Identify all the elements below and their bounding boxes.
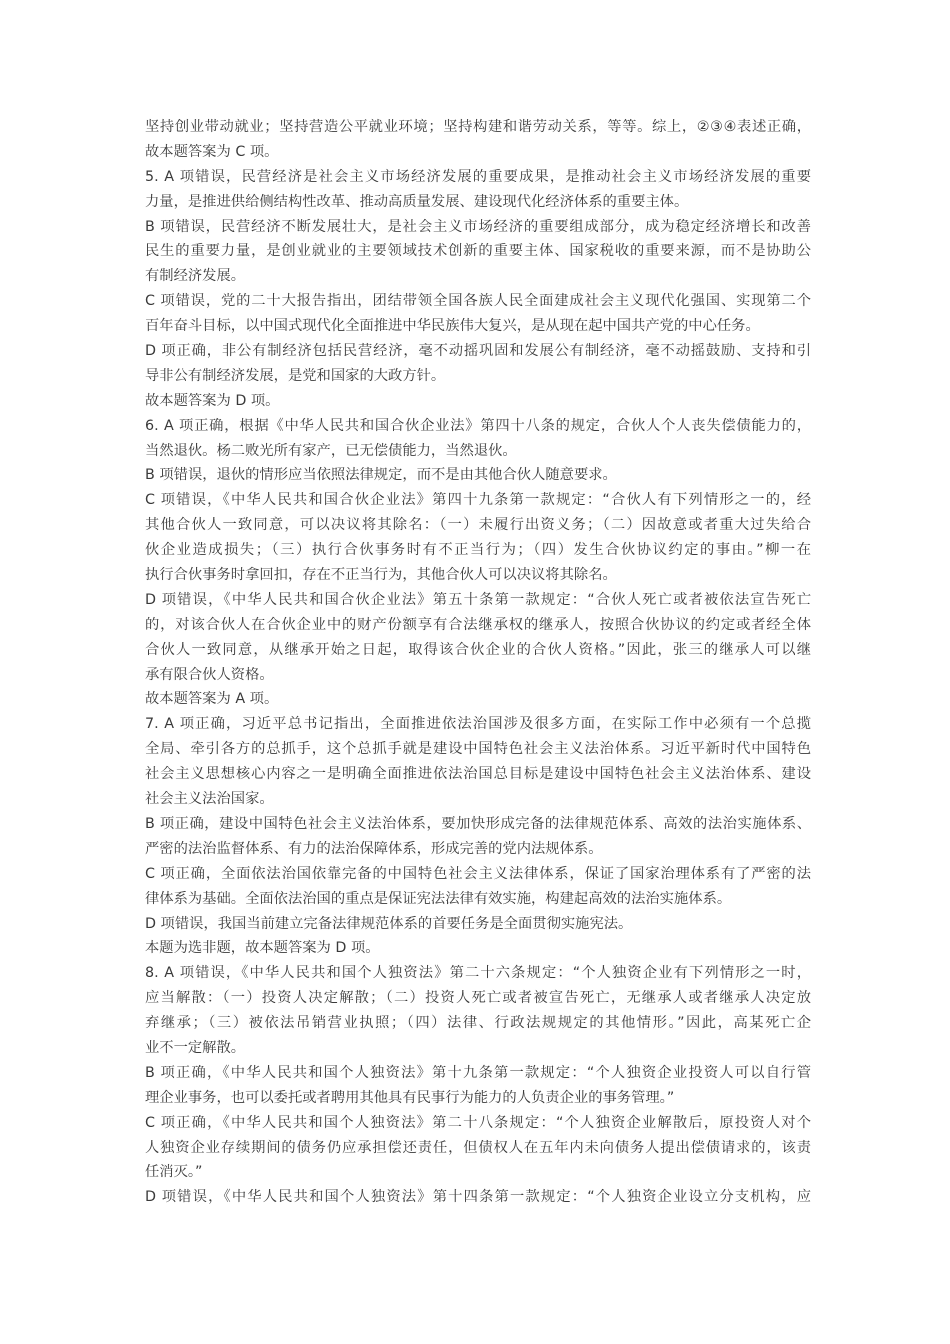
- text-line: 本题为选非题，故本题答案为 D 项。: [145, 940, 380, 957]
- text-line: 应当解散：（一）投资人决定解散；（二）投资人死亡或者被宣告死亡，无继承人或者继承人决定放: [145, 990, 811, 1007]
- text-line: 百年奋斗目标，以中国式现代化全面推进中华民族伟大复兴，是从现在起中国共产党的中心任务。: [145, 318, 760, 335]
- text-line: 坚持创业带动就业；坚持营造公平就业环境；坚持构建和谐劳动关系，等等。综上，②③④表述正确，: [145, 119, 811, 135]
- text-line: C 项错误，党的二十大报告指出，团结带领全国各族人民全面建成社会主义现代化强国、实现第二个: [145, 293, 811, 310]
- text-line: 业不一定解散。: [145, 1039, 246, 1056]
- text-line: 有制经济发展。: [145, 268, 246, 285]
- text-line: B 项错误，退伙的情形应当依照法律规定，而不是由其他合伙人随意要求。: [145, 467, 617, 484]
- text-line: 全局、牵引各方的总抓手，这个总抓手就是建设中国特色社会主义法治体系。习近平新时代中国特色: [145, 741, 811, 758]
- text-line: 8. A 项错误，《中华人民共和国个人独资法》第二十六条规定：“个人独资企业有下列情形之一时，: [145, 965, 811, 982]
- text-line: 律体系为基础。全面依法治国的重点是保证宪法法律有效实施，构建起高效的法治实施体系。: [145, 890, 732, 907]
- document-body: [145, 115, 811, 1210]
- text-line: 5. A 项错误，民营经济是社会主义市场经济发展的重要成果，是推动社会主义市场经济发展的重要: [145, 168, 811, 185]
- text-line: C 项错误，《中华人民共和国合伙企业法》第四十九条第一款规定：“合伙人有下列情形之一的，经: [145, 492, 811, 509]
- text-line: 7. A 项正确，习近平总书记指出，全面推进依法治国涉及很多方面，在实际工作中必须有一个总揽: [145, 716, 811, 733]
- text-line: B 项错误，民营经济不断发展壮大，是社会主义市场经济的重要组成部分，成为稳定经济增长和改善: [145, 218, 811, 235]
- text-line: 人独资企业存续期间的债务仍应承担偿还责任，但债权人在五年内未向债务人提出偿债请求的，该责: [145, 1139, 811, 1156]
- text-line: C 项正确，《中华人民共和国个人独资法》第二十八条规定：“个人独资企业解散后，原投资人对个: [145, 1114, 811, 1131]
- text-line: D 项错误，《中华人民共和国合伙企业法》第五十条第一款规定：“合伙人死亡或者被依法宣告死亡: [145, 591, 811, 608]
- text-line: 合伙人一致同意，从继承开始之日起，取得该合伙企业的合伙人资格。”因此，张三的继承人可以继: [145, 641, 811, 658]
- text-line: C 项正确，全面依法治国依靠完备的中国特色社会主义法律体系，保证了国家治理体系有了严密的法: [145, 865, 811, 882]
- text-line: 理企业事务，也可以委托或者聘用其他具有民事行为能力的人负责企业的事务管理。”: [145, 1089, 675, 1106]
- text-line: 民生的重要力量，是创业就业的主要领域技术创新的重要主体、国家税收的重要来源，而不是协助公: [145, 243, 811, 260]
- text-line: 社会主义法治国家。: [145, 791, 274, 808]
- text-line: 故本题答案为 D 项。: [145, 392, 280, 409]
- text-line: 的，对该合伙人在合伙企业中的财产份额享有合法继承权的继承人，按照合伙协议的约定或者经全体: [145, 616, 811, 633]
- text-line: 6. A 项正确，根据《中华人民共和国合伙企业法》第四十八条的规定，合伙人个人丧失偿债能力的，: [145, 417, 811, 434]
- text-line: 伙企业造成损失；（三）执行合伙事务时有不正当行为；（四）发生合伙协议约定的事由。”柳一在: [145, 542, 811, 559]
- text-line: B 项正确，建设中国特色社会主义法治体系，要加快形成完备的法律规范体系、高效的法治实施体系、: [145, 815, 811, 832]
- text-line: 执行合伙事务时拿回扣，存在不正当行为，其他合伙人可以决议将其除名。: [145, 567, 617, 584]
- text-line: 弃继承；（三）被依法吊销营业执照；（四）法律、行政法规规定的其他情形。”因此，高某死亡企: [145, 1015, 811, 1032]
- text-line: B 项正确，《中华人民共和国个人独资法》第十九条第一款规定：“个人独资企业投资人可以自行管: [145, 1064, 811, 1081]
- text-line: 故本题答案为 A 项。: [145, 691, 279, 708]
- text-line: 故本题答案为 C 项。: [145, 143, 279, 160]
- text-line: 任消灭。”: [145, 1164, 203, 1181]
- text-line: D 项错误，我国当前建立完备法律规范体系的首要任务是全面贯彻实施宪法。: [145, 915, 633, 932]
- text-line: 严密的法治监督体系、有力的法治保障体系，形成完善的党内法规体系。: [145, 840, 603, 857]
- text-line: 承有限合伙人资格。: [145, 666, 274, 683]
- text-line: 其他合伙人一致同意，可以决议将其除名：（一）未履行出资义务；（二）因故意或者重大过失给合: [145, 517, 811, 534]
- text-line: 当然退伙。杨二败光所有家产，已无偿债能力，当然退伙。: [145, 442, 517, 459]
- text-line: 社会主义思想核心内容之一是明确全面推进依法治国总目标是建设中国特色社会主义法治体系、建设: [145, 766, 811, 783]
- text-line: 力量，是推进供给侧结构性改革、推动高质量发展、建设现代化经济体系的重要主体。: [145, 193, 689, 210]
- text-line: 导非公有制经济发展，是党和国家的大政方针。: [145, 367, 446, 384]
- text-line: D 项错误，《中华人民共和国个人独资法》第十四条第一款规定：“个人独资企业设立分支机构，应: [145, 1189, 811, 1206]
- text-line: D 项正确，非公有制经济包括民营经济，毫不动摇巩固和发展公有制经济，毫不动摇鼓励、支持和引: [145, 343, 811, 360]
